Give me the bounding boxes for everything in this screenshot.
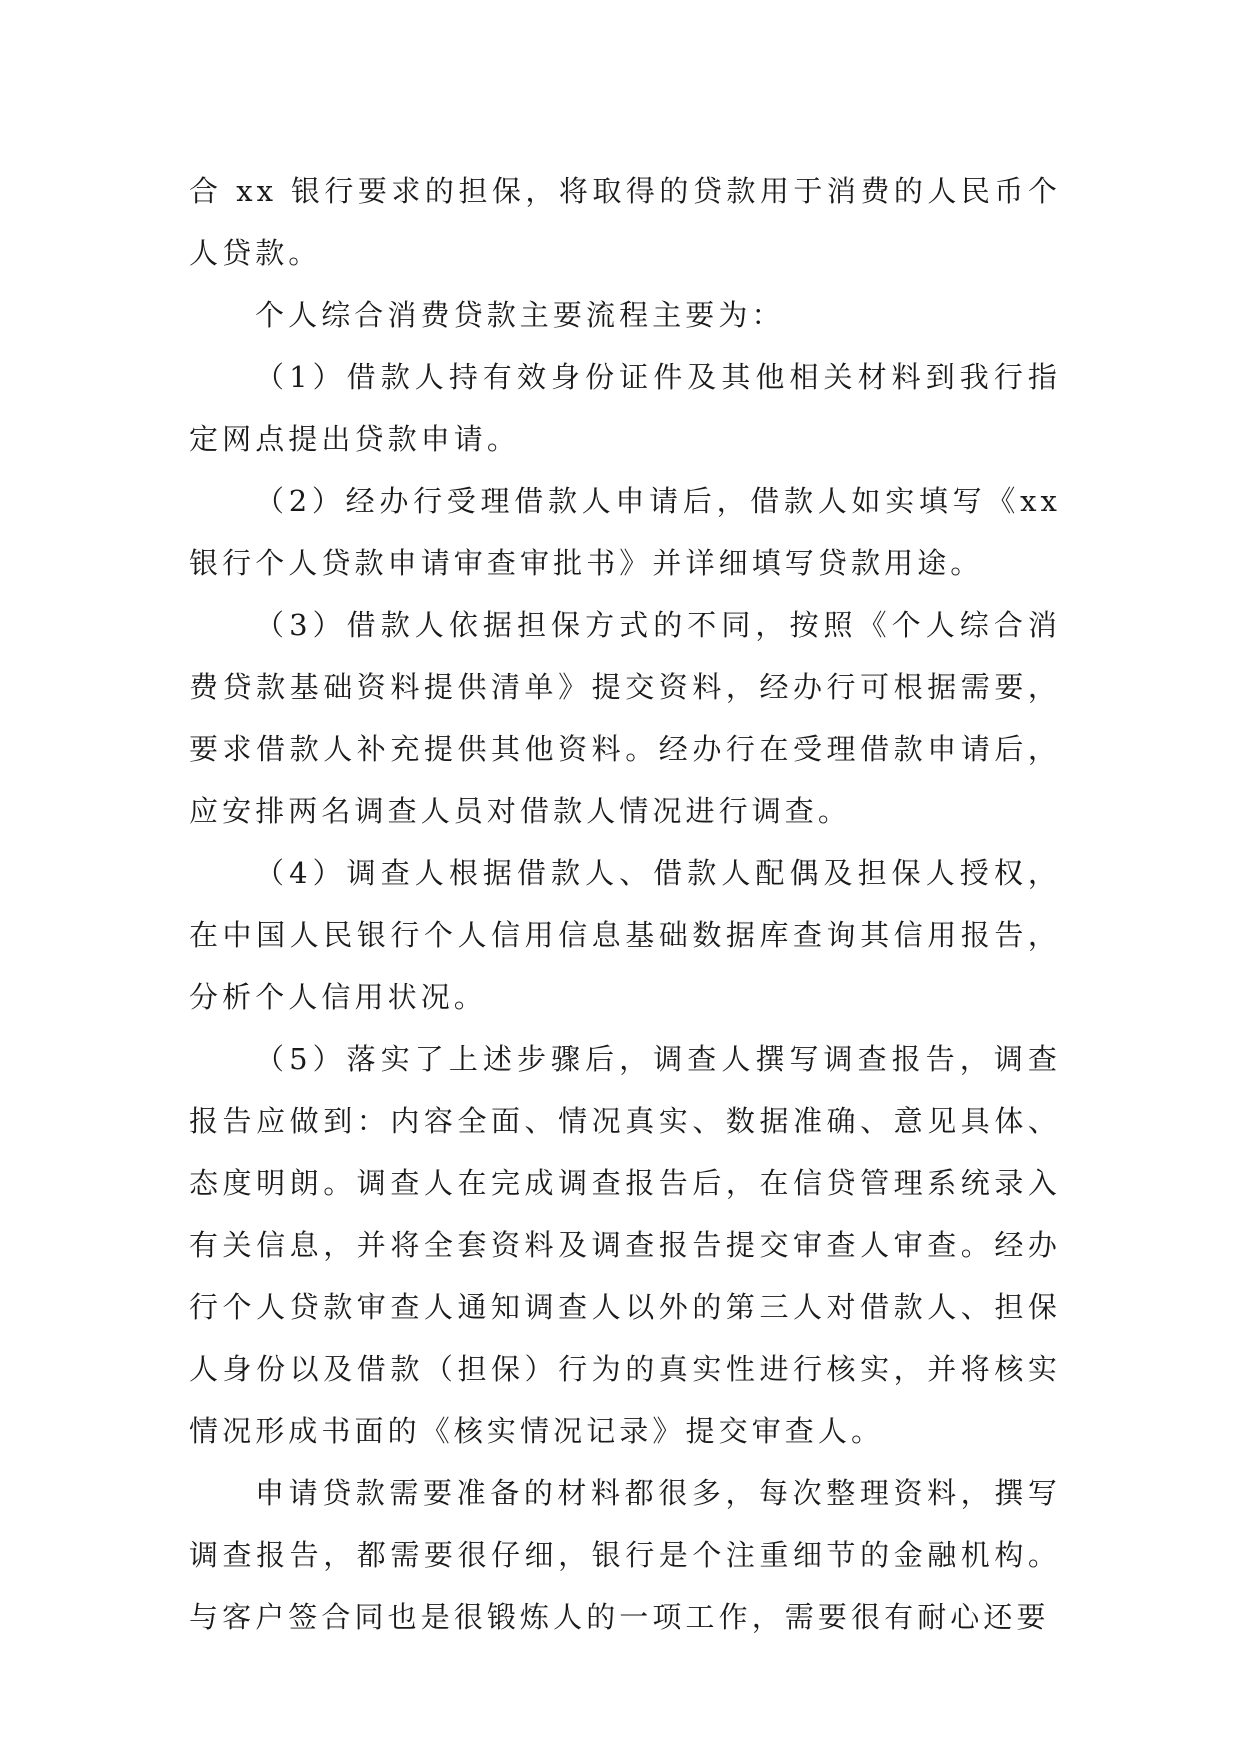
paragraph-step-1: （1）借款人持有效身份证件及其他相关材料到我行指定网点提出贷款申请。 — [189, 360, 1061, 456]
document-body — [189, 160, 1061, 1648]
paragraph-step-4: （4）调查人根据借款人、借款人配偶及担保人授权，在中国人民银行个人信用信息基础数据库查询其信用报告，分析个人信用状况。 — [189, 856, 1061, 1014]
paragraph-step-2: （2）经办行受理借款人申请后，借款人如实填写《xx银行个人贷款申请审查审批书》并详细填写贷款用途。 — [189, 484, 1061, 580]
paragraph-process-intro: 个人综合消费贷款主要流程主要为： — [255, 298, 785, 332]
paragraph-step-5: （5）落实了上述步骤后，调查人撰写调查报告，调查报告应做到：内容全面、情况真实、数据准确、意见具体、态度明朗。调查人在完成调查报告后，在信贷管理系统录入有关信息，并将全套资料及调查报告提交审查人审查。经办行个人贷款审查人通知调查人以外的第三人对借款人、担保人身份以及借款（担保）行为的真实性进行核实，并将核实情况形成书面的《核实情况记录》提交审查人。 — [189, 1042, 1061, 1448]
paragraph-step-3: （3）借款人依据担保方式的不同，按照《个人综合消费贷款基础资料提供清单》提交资料，经办行可根据需要，要求借款人补充提供其他资料。经办行在受理借款申请后，应安排两名调查人员对借款人情况进行调查。 — [189, 608, 1061, 828]
paragraph-continuation: 合 xx 银行要求的担保，将取得的贷款用于消费的人民币个人贷款。 — [189, 174, 1061, 270]
paragraph-reflection: 申请贷款需要准备的材料都很多，每次整理资料，撰写调查报告，都需要很仔细，银行是个注重细节的金融机构。与客户签合同也是很锻炼人的一项工作，需要很有耐心还要 — [189, 1476, 1061, 1634]
